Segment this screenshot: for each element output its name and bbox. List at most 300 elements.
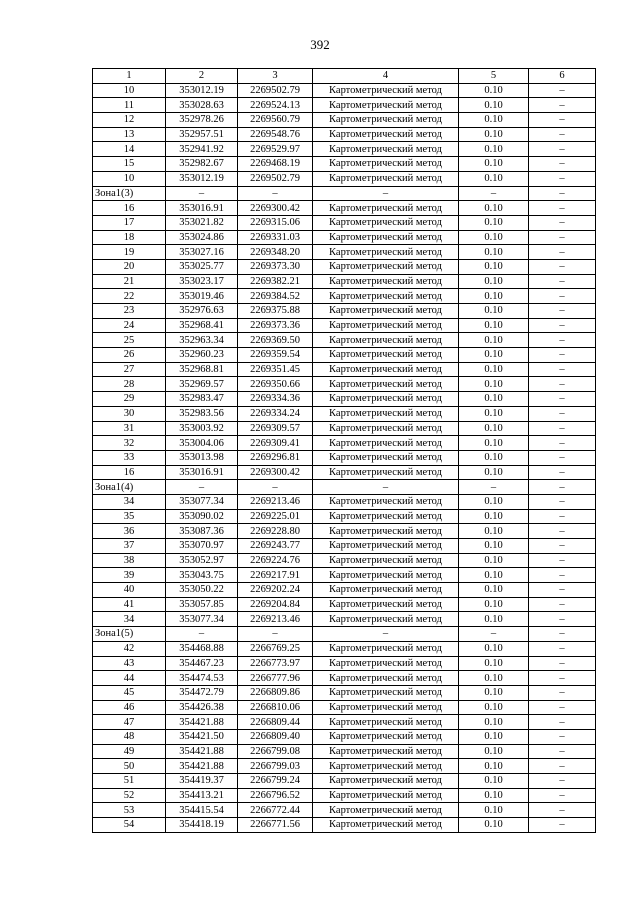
accuracy-cell: 0.10 xyxy=(459,641,529,656)
column-header: 6 xyxy=(529,69,596,84)
y-coordinate-cell: 2269373.30 xyxy=(238,259,313,274)
y-coordinate-cell: – xyxy=(238,627,313,642)
table-row xyxy=(93,494,596,509)
accuracy-cell: 0.10 xyxy=(459,465,529,480)
method-cell: Картометрический метод xyxy=(313,245,459,260)
method-cell: Картометрический метод xyxy=(313,392,459,407)
accuracy-cell: 0.10 xyxy=(459,171,529,186)
description-cell: – xyxy=(529,744,596,759)
method-cell: Картометрический метод xyxy=(313,142,459,157)
accuracy-cell: 0.10 xyxy=(459,744,529,759)
y-coordinate-cell: 2269384.52 xyxy=(238,289,313,304)
point-number-cell: 38 xyxy=(93,553,166,568)
method-cell: Картометрический метод xyxy=(313,450,459,465)
method-cell: Картометрический метод xyxy=(313,700,459,715)
description-cell: – xyxy=(529,597,596,612)
accuracy-cell: 0.10 xyxy=(459,348,529,363)
x-coordinate-cell: 353027.16 xyxy=(166,245,238,260)
method-cell: Картометрический метод xyxy=(313,421,459,436)
table-body xyxy=(93,83,596,832)
point-number-cell: 42 xyxy=(93,641,166,656)
zone-label: Зона1(4) xyxy=(93,480,166,495)
x-coordinate-cell: 353016.91 xyxy=(166,465,238,480)
y-coordinate-cell: 2269243.77 xyxy=(238,539,313,554)
table-row xyxy=(93,729,596,744)
method-cell: Картометрический метод xyxy=(313,597,459,612)
method-cell: Картометрический метод xyxy=(313,774,459,789)
accuracy-cell: 0.10 xyxy=(459,685,529,700)
x-coordinate-cell: 352983.47 xyxy=(166,392,238,407)
y-coordinate-cell: 2269359.54 xyxy=(238,348,313,363)
y-coordinate-cell: 2269348.20 xyxy=(238,245,313,260)
zone-header-row xyxy=(93,480,596,495)
method-cell: Картометрический метод xyxy=(313,436,459,451)
x-coordinate-cell: – xyxy=(166,186,238,201)
table-row xyxy=(93,715,596,730)
description-cell: – xyxy=(529,729,596,744)
y-coordinate-cell: 2266799.24 xyxy=(238,774,313,789)
point-number-cell: 37 xyxy=(93,539,166,554)
accuracy-cell: 0.10 xyxy=(459,362,529,377)
method-cell: Картометрический метод xyxy=(313,656,459,671)
accuracy-cell: 0.10 xyxy=(459,612,529,627)
accuracy-cell: 0.10 xyxy=(459,392,529,407)
x-coordinate-cell: 354426.38 xyxy=(166,700,238,715)
table-row xyxy=(93,465,596,480)
accuracy-cell: 0.10 xyxy=(459,494,529,509)
description-cell: – xyxy=(529,656,596,671)
x-coordinate-cell: 352957.51 xyxy=(166,127,238,142)
method-cell: – xyxy=(313,627,459,642)
table-row xyxy=(93,803,596,818)
y-coordinate-cell: 2266773.97 xyxy=(238,656,313,671)
y-coordinate-cell: 2269334.24 xyxy=(238,406,313,421)
method-cell: Картометрический метод xyxy=(313,201,459,216)
description-cell: – xyxy=(529,406,596,421)
y-coordinate-cell: 2269351.45 xyxy=(238,362,313,377)
description-cell: – xyxy=(529,818,596,833)
page-number: 392 xyxy=(310,37,330,52)
x-coordinate-cell: 353052.97 xyxy=(166,553,238,568)
point-number-cell: 45 xyxy=(93,685,166,700)
description-cell: – xyxy=(529,671,596,686)
y-coordinate-cell: 2269373.36 xyxy=(238,318,313,333)
description-cell: – xyxy=(529,494,596,509)
y-coordinate-cell: 2269331.03 xyxy=(238,230,313,245)
description-cell: – xyxy=(529,509,596,524)
x-coordinate-cell: 354421.88 xyxy=(166,759,238,774)
description-cell: – xyxy=(529,641,596,656)
table-row xyxy=(93,215,596,230)
accuracy-cell: 0.10 xyxy=(459,539,529,554)
x-coordinate-cell: 352982.67 xyxy=(166,157,238,172)
x-coordinate-cell: 353003.92 xyxy=(166,421,238,436)
y-coordinate-cell: 2269202.24 xyxy=(238,583,313,598)
point-number-cell: 52 xyxy=(93,788,166,803)
coordinates-table xyxy=(92,68,596,833)
y-coordinate-cell: 2266809.44 xyxy=(238,715,313,730)
table-row xyxy=(93,142,596,157)
method-cell: Картометрический метод xyxy=(313,759,459,774)
accuracy-cell: 0.10 xyxy=(459,656,529,671)
x-coordinate-cell: 354418.19 xyxy=(166,818,238,833)
table-row xyxy=(93,612,596,627)
accuracy-cell: 0.10 xyxy=(459,98,529,113)
x-coordinate-cell: 352978.26 xyxy=(166,113,238,128)
x-coordinate-cell: 353012.19 xyxy=(166,83,238,98)
x-coordinate-cell: 353012.19 xyxy=(166,171,238,186)
x-coordinate-cell: 352969.57 xyxy=(166,377,238,392)
y-coordinate-cell: 2266772.44 xyxy=(238,803,313,818)
table-row xyxy=(93,259,596,274)
table-row xyxy=(93,83,596,98)
point-number-cell: 44 xyxy=(93,671,166,686)
table-row xyxy=(93,671,596,686)
x-coordinate-cell: 353087.36 xyxy=(166,524,238,539)
point-number-cell: 30 xyxy=(93,406,166,421)
accuracy-cell: 0.10 xyxy=(459,377,529,392)
column-header: 1 xyxy=(93,69,166,84)
point-number-cell: 48 xyxy=(93,729,166,744)
y-coordinate-cell: 2269350.66 xyxy=(238,377,313,392)
point-number-cell: 17 xyxy=(93,215,166,230)
method-cell: Картометрический метод xyxy=(313,318,459,333)
accuracy-cell: 0.10 xyxy=(459,436,529,451)
accuracy-cell: 0.10 xyxy=(459,289,529,304)
method-cell: Картометрический метод xyxy=(313,524,459,539)
description-cell: – xyxy=(529,245,596,260)
accuracy-cell: 0.10 xyxy=(459,715,529,730)
description-cell: – xyxy=(529,524,596,539)
point-number-cell: 18 xyxy=(93,230,166,245)
table-row xyxy=(93,304,596,319)
description-cell: – xyxy=(529,348,596,363)
method-cell: Картометрический метод xyxy=(313,274,459,289)
y-coordinate-cell: 2269502.79 xyxy=(238,83,313,98)
y-coordinate-cell: 2269309.41 xyxy=(238,436,313,451)
description-cell: – xyxy=(529,230,596,245)
y-coordinate-cell: 2269382.21 xyxy=(238,274,313,289)
point-number-cell: 32 xyxy=(93,436,166,451)
table-row xyxy=(93,392,596,407)
accuracy-cell: 0.10 xyxy=(459,157,529,172)
method-cell: – xyxy=(313,186,459,201)
method-cell: Картометрический метод xyxy=(313,377,459,392)
accuracy-cell: 0.10 xyxy=(459,803,529,818)
point-number-cell: 51 xyxy=(93,774,166,789)
description-cell: – xyxy=(529,201,596,216)
column-header: 5 xyxy=(459,69,529,84)
accuracy-cell: 0.10 xyxy=(459,421,529,436)
table-row xyxy=(93,274,596,289)
y-coordinate-cell: 2266777.96 xyxy=(238,671,313,686)
description-cell: – xyxy=(529,392,596,407)
point-number-cell: 10 xyxy=(93,171,166,186)
x-coordinate-cell: 353024.86 xyxy=(166,230,238,245)
method-cell: Картометрический метод xyxy=(313,539,459,554)
description-cell: – xyxy=(529,318,596,333)
point-number-cell: 29 xyxy=(93,392,166,407)
y-coordinate-cell: 2266810.06 xyxy=(238,700,313,715)
x-coordinate-cell: 353090.02 xyxy=(166,509,238,524)
method-cell: – xyxy=(313,480,459,495)
header-row xyxy=(93,69,596,84)
table-row xyxy=(93,318,596,333)
x-coordinate-cell: 352968.81 xyxy=(166,362,238,377)
method-cell: Картометрический метод xyxy=(313,818,459,833)
point-number-cell: 34 xyxy=(93,494,166,509)
y-coordinate-cell: 2269369.50 xyxy=(238,333,313,348)
x-coordinate-cell: 354467.23 xyxy=(166,656,238,671)
method-cell: Картометрический метод xyxy=(313,671,459,686)
point-number-cell: 31 xyxy=(93,421,166,436)
y-coordinate-cell: – xyxy=(238,480,313,495)
accuracy-cell: 0.10 xyxy=(459,450,529,465)
y-coordinate-cell: 2269502.79 xyxy=(238,171,313,186)
method-cell: Картометрический метод xyxy=(313,127,459,142)
accuracy-cell: 0.10 xyxy=(459,230,529,245)
x-coordinate-cell: 353004.06 xyxy=(166,436,238,451)
point-number-cell: 19 xyxy=(93,245,166,260)
description-cell: – xyxy=(529,83,596,98)
table-row xyxy=(93,818,596,833)
point-number-cell: 43 xyxy=(93,656,166,671)
point-number-cell: 54 xyxy=(93,818,166,833)
table-row xyxy=(93,700,596,715)
accuracy-cell: 0.10 xyxy=(459,113,529,128)
description-cell: – xyxy=(529,289,596,304)
y-coordinate-cell: 2266771.56 xyxy=(238,818,313,833)
point-number-cell: 21 xyxy=(93,274,166,289)
table-row xyxy=(93,744,596,759)
accuracy-cell: 0.10 xyxy=(459,509,529,524)
y-coordinate-cell: 2269560.79 xyxy=(238,113,313,128)
description-cell: – xyxy=(529,465,596,480)
description-cell: – xyxy=(529,583,596,598)
description-cell: – xyxy=(529,700,596,715)
y-coordinate-cell: 2269548.76 xyxy=(238,127,313,142)
description-cell: – xyxy=(529,759,596,774)
accuracy-cell: 0.10 xyxy=(459,83,529,98)
accuracy-cell: 0.10 xyxy=(459,583,529,598)
table-row xyxy=(93,641,596,656)
table-row xyxy=(93,171,596,186)
y-coordinate-cell: 2269524.13 xyxy=(238,98,313,113)
method-cell: Картометрический метод xyxy=(313,729,459,744)
point-number-cell: 34 xyxy=(93,612,166,627)
accuracy-cell: 0.10 xyxy=(459,700,529,715)
y-coordinate-cell: 2269224.76 xyxy=(238,553,313,568)
y-coordinate-cell: 2266799.03 xyxy=(238,759,313,774)
x-coordinate-cell: 354421.88 xyxy=(166,744,238,759)
column-header: 3 xyxy=(238,69,313,84)
method-cell: Картометрический метод xyxy=(313,83,459,98)
table-row xyxy=(93,333,596,348)
description-cell: – xyxy=(529,803,596,818)
method-cell: Картометрический метод xyxy=(313,641,459,656)
y-coordinate-cell: 2269315.06 xyxy=(238,215,313,230)
table-row xyxy=(93,656,596,671)
accuracy-cell: 0.10 xyxy=(459,524,529,539)
description-cell: – xyxy=(529,715,596,730)
accuracy-cell: – xyxy=(459,627,529,642)
description-cell: – xyxy=(529,362,596,377)
description-cell: – xyxy=(529,788,596,803)
accuracy-cell: 0.10 xyxy=(459,759,529,774)
accuracy-cell: 0.10 xyxy=(459,318,529,333)
y-coordinate-cell: 2269529.97 xyxy=(238,142,313,157)
table-row xyxy=(93,127,596,142)
table-row xyxy=(93,774,596,789)
x-coordinate-cell: 353043.75 xyxy=(166,568,238,583)
method-cell: Картометрический метод xyxy=(313,362,459,377)
point-number-cell: 40 xyxy=(93,583,166,598)
point-number-cell: 36 xyxy=(93,524,166,539)
y-coordinate-cell: 2269217.91 xyxy=(238,568,313,583)
point-number-cell: 27 xyxy=(93,362,166,377)
x-coordinate-cell: – xyxy=(166,627,238,642)
point-number-cell: 23 xyxy=(93,304,166,319)
method-cell: Картометрический метод xyxy=(313,509,459,524)
description-cell: – xyxy=(529,274,596,289)
point-number-cell: 14 xyxy=(93,142,166,157)
table-row xyxy=(93,524,596,539)
accuracy-cell: 0.10 xyxy=(459,774,529,789)
accuracy-cell: 0.10 xyxy=(459,818,529,833)
point-number-cell: 35 xyxy=(93,509,166,524)
table-row xyxy=(93,759,596,774)
method-cell: Картометрический метод xyxy=(313,289,459,304)
point-number-cell: 49 xyxy=(93,744,166,759)
description-cell: – xyxy=(529,774,596,789)
y-coordinate-cell: 2269228.80 xyxy=(238,524,313,539)
x-coordinate-cell: 352983.56 xyxy=(166,406,238,421)
method-cell: Картометрический метод xyxy=(313,230,459,245)
x-coordinate-cell: – xyxy=(166,480,238,495)
table-row xyxy=(93,421,596,436)
accuracy-cell: 0.10 xyxy=(459,245,529,260)
point-number-cell: 53 xyxy=(93,803,166,818)
x-coordinate-cell: 352963.34 xyxy=(166,333,238,348)
accuracy-cell: 0.10 xyxy=(459,304,529,319)
method-cell: Картометрический метод xyxy=(313,685,459,700)
accuracy-cell: 0.10 xyxy=(459,215,529,230)
table-row xyxy=(93,113,596,128)
point-number-cell: 16 xyxy=(93,201,166,216)
point-number-cell: 11 xyxy=(93,98,166,113)
table-row xyxy=(93,553,596,568)
description-cell: – xyxy=(529,539,596,554)
description-cell: – xyxy=(529,304,596,319)
x-coordinate-cell: 353028.63 xyxy=(166,98,238,113)
method-cell: Картометрический метод xyxy=(313,113,459,128)
zone-label: Зона1(5) xyxy=(93,627,166,642)
table-row xyxy=(93,436,596,451)
table-row xyxy=(93,539,596,554)
y-coordinate-cell: 2266796.52 xyxy=(238,788,313,803)
point-number-cell: 50 xyxy=(93,759,166,774)
accuracy-cell: 0.10 xyxy=(459,201,529,216)
zone-header-row xyxy=(93,627,596,642)
description-cell: – xyxy=(529,450,596,465)
point-number-cell: 47 xyxy=(93,715,166,730)
table-row xyxy=(93,289,596,304)
column-header: 2 xyxy=(166,69,238,84)
x-coordinate-cell: 352968.41 xyxy=(166,318,238,333)
point-number-cell: 22 xyxy=(93,289,166,304)
table-row xyxy=(93,348,596,363)
description-cell: – xyxy=(529,568,596,583)
method-cell: Картометрический метод xyxy=(313,494,459,509)
y-coordinate-cell: 2266769.25 xyxy=(238,641,313,656)
description-cell: – xyxy=(529,113,596,128)
method-cell: Картометрический метод xyxy=(313,348,459,363)
x-coordinate-cell: 352976.63 xyxy=(166,304,238,319)
accuracy-cell: 0.10 xyxy=(459,729,529,744)
table-row xyxy=(93,201,596,216)
description-cell: – xyxy=(529,685,596,700)
x-coordinate-cell: 354415.54 xyxy=(166,803,238,818)
point-number-cell: 10 xyxy=(93,83,166,98)
y-coordinate-cell: 2269213.46 xyxy=(238,612,313,627)
description-cell: – xyxy=(529,421,596,436)
x-coordinate-cell: 353050.22 xyxy=(166,583,238,598)
y-coordinate-cell: 2269225.01 xyxy=(238,509,313,524)
table-row xyxy=(93,509,596,524)
table-row xyxy=(93,406,596,421)
description-cell: – xyxy=(529,480,596,495)
x-coordinate-cell: 353016.91 xyxy=(166,201,238,216)
method-cell: Картометрический метод xyxy=(313,304,459,319)
x-coordinate-cell: 353025.77 xyxy=(166,259,238,274)
zone-header-row xyxy=(93,186,596,201)
description-cell: – xyxy=(529,436,596,451)
method-cell: Картометрический метод xyxy=(313,406,459,421)
y-coordinate-cell: 2266809.40 xyxy=(238,729,313,744)
x-coordinate-cell: 353023.17 xyxy=(166,274,238,289)
x-coordinate-cell: 353077.34 xyxy=(166,612,238,627)
description-cell: – xyxy=(529,157,596,172)
table-row xyxy=(93,230,596,245)
description-cell: – xyxy=(529,127,596,142)
description-cell: – xyxy=(529,259,596,274)
method-cell: Картометрический метод xyxy=(313,259,459,274)
table-row xyxy=(93,98,596,113)
accuracy-cell: 0.10 xyxy=(459,553,529,568)
x-coordinate-cell: 354419.37 xyxy=(166,774,238,789)
description-cell: – xyxy=(529,215,596,230)
method-cell: Картометрический метод xyxy=(313,333,459,348)
x-coordinate-cell: 353070.97 xyxy=(166,539,238,554)
zone-label: Зона1(3) xyxy=(93,186,166,201)
table-row xyxy=(93,362,596,377)
y-coordinate-cell: 2266799.08 xyxy=(238,744,313,759)
description-cell: – xyxy=(529,612,596,627)
x-coordinate-cell: 353019.46 xyxy=(166,289,238,304)
x-coordinate-cell: 354421.50 xyxy=(166,729,238,744)
y-coordinate-cell: 2266809.86 xyxy=(238,685,313,700)
method-cell: Картометрический метод xyxy=(313,568,459,583)
table-row xyxy=(93,685,596,700)
x-coordinate-cell: 354472.79 xyxy=(166,685,238,700)
point-number-cell: 15 xyxy=(93,157,166,172)
method-cell: Картометрический метод xyxy=(313,465,459,480)
y-coordinate-cell: 2269309.57 xyxy=(238,421,313,436)
accuracy-cell: 0.10 xyxy=(459,127,529,142)
description-cell: – xyxy=(529,98,596,113)
y-coordinate-cell: 2269300.42 xyxy=(238,201,313,216)
method-cell: Картометрический метод xyxy=(313,803,459,818)
